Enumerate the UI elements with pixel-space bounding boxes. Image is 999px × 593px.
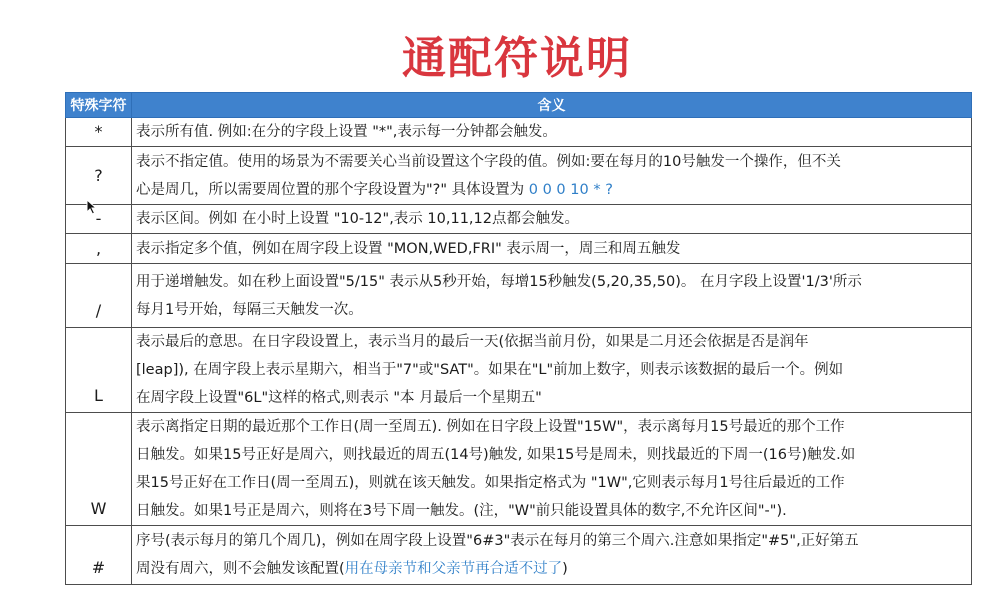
table-row: [66, 118, 972, 147]
meaning-line: 表示指定多个值，例如在周字段上设置 "MON,WED,FRI" 表示周一，周三和周五触发: [136, 240, 681, 257]
meaning-question: [132, 147, 972, 205]
char-comma: ,: [66, 234, 132, 264]
meaning-line: 序号(表示每月的第几个周几)，例如在周字段上设置"6#3"表示在每月的第三个周六.注意如果指定"#5",正好第五: [136, 533, 859, 549]
table-row: [66, 234, 972, 264]
char-w: W: [66, 413, 132, 526]
meaning-w: [132, 413, 972, 526]
meaning-line: 心是周几，所以需要周位置的那个字段设置为"?" 具体设置为: [136, 181, 529, 198]
meaning-line: 日触发。如果1号正是周六，则将在3号下周一触发。(注，"W"前只能设置具体的数字,不允许区间"-").: [136, 503, 787, 519]
meaning-l: [132, 328, 972, 413]
meaning-line: 表示离指定日期的最近那个工作日(周一至周五). 例如在日字段上设置"15W"，表示离每月15号最近的那个工作: [136, 419, 845, 435]
meaning-slash: [132, 264, 972, 328]
mouse-pointer-icon: [86, 199, 98, 215]
meaning-line: 果15号正好在工作日(周一至周五)，则就在该天触发。如果指定格式为 "1W",它则表示每月1号往后最近的工作: [136, 475, 845, 491]
char-slash: /: [66, 264, 132, 328]
table-row: [66, 413, 972, 526]
table-header-row: [66, 93, 972, 118]
meaning-comma: [132, 234, 972, 264]
meaning-line: 表示不指定值。使用的场景为不需要关心当前设置这个字段的值。例如:要在每月的10号触发一个操作，但不关: [136, 153, 841, 170]
meaning-line: 表示区间。例如 在小时上设置 "10-12",表示 10,11,12点都会触发。: [136, 211, 579, 227]
meaning-line: 每月1号开始，每隔三天触发一次。: [136, 301, 363, 318]
char-dash: -: [66, 205, 132, 234]
table-row: [66, 205, 972, 234]
meaning-hash: [132, 526, 972, 585]
wildcard-table: [65, 92, 972, 585]
char-asterisk: *: [66, 118, 132, 147]
meaning-line: 周没有周六，则不会触发该配置(: [136, 561, 345, 577]
table-row: [66, 328, 972, 413]
table-row: [66, 147, 972, 205]
table-row: [66, 264, 972, 328]
meaning-line: 用于递增触发。如在秒上面设置"5/15" 表示从5秒开始，每增15秒触发(5,20,35,50)。 在月字段上设置'1/3'所示: [136, 273, 862, 290]
char-hash: #: [66, 526, 132, 585]
meaning-dash: [132, 205, 972, 234]
cron-example: 0 0 0 10 * ?: [528, 181, 613, 198]
table-row: [66, 526, 972, 585]
page-title: 通配符说明: [402, 33, 632, 84]
meaning-line: 在周字段上设置"6L"这样的格式,则表示 "本 月最后一个星期五": [136, 390, 542, 406]
header-special-char: 特殊字符: [66, 93, 132, 118]
meaning-line: [leap]), 在周字段上表示星期六，相当于"7"或"SAT"。如果在"L"前加上数字，则表示该数据的最后一个。例如: [136, 362, 844, 378]
closing-paren: ): [562, 561, 568, 577]
meaning-line: 表示最后的意思。在日字段设置上，表示当月的最后一天(依据当前月份，如果是二月还会依据是否是润年: [136, 334, 809, 350]
meaning-asterisk: [132, 118, 972, 147]
header-meaning: 含义: [132, 93, 972, 118]
char-question: ?: [66, 147, 132, 205]
meaning-line: 表示所有值. 例如:在分的字段上设置 "*",表示每一分钟都会触发。: [136, 124, 557, 140]
char-l: L: [66, 328, 132, 413]
meaning-line: 日触发。如果15号正好是周六，则找最近的周五(14号)触发, 如果15号是周未，则找最近的下周一(16号)触发.如: [136, 447, 856, 463]
holiday-note: 用在母亲节和父亲节再合适不过了: [344, 561, 563, 577]
